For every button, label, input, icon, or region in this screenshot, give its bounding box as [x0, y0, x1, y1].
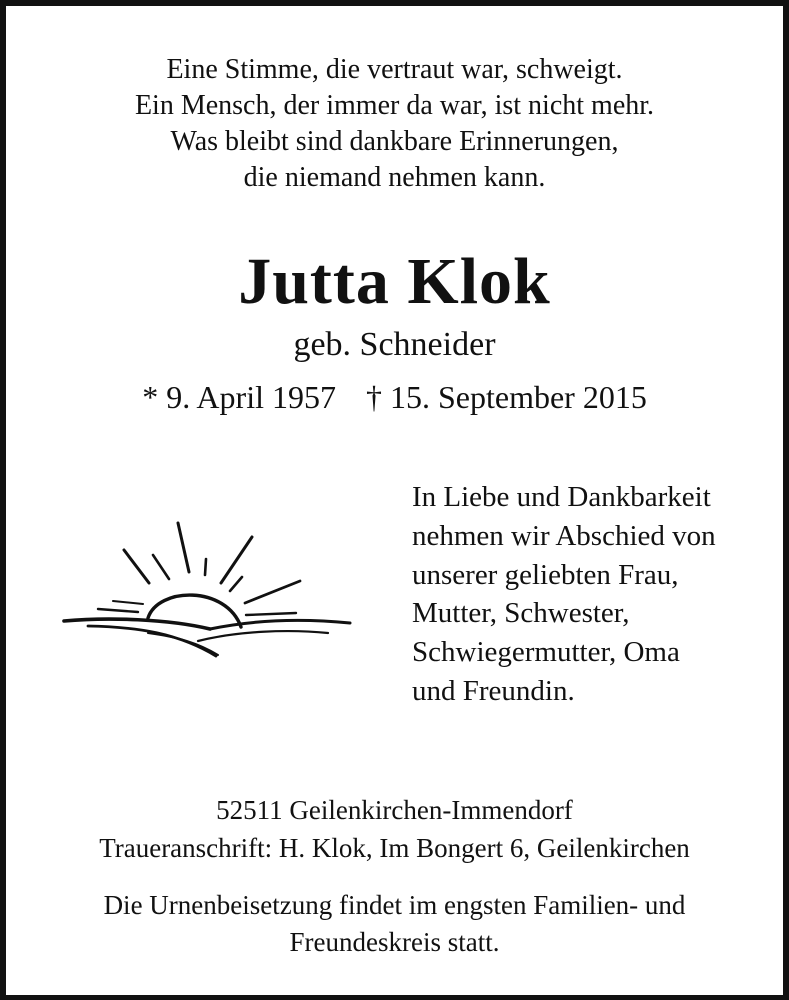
farewell-line: Schwiegermutter, Oma [412, 636, 680, 669]
deceased-name: Jutta Klok [238, 245, 551, 318]
mourning-address: Traueranschrift: H. Klok, Im Bongert 6, Geilenkirchen [99, 833, 690, 863]
verse-line: die niemand nehmen kann. [243, 162, 546, 193]
verse [0, 52, 789, 196]
birth-date: * 9. April 1957 [142, 379, 336, 415]
farewell-line: und Freundin. [412, 674, 575, 707]
burial-notice [0, 887, 789, 961]
farewell-line: In Liebe und Dankbarkeit [412, 481, 711, 513]
life-dates [0, 376, 789, 418]
verse-line: Eine Stimme, die vertraut war, schweigt. [166, 54, 623, 85]
maiden-name: geb. Schneider [293, 326, 496, 363]
farewell-line: nehmen wir Abschied von [412, 519, 716, 552]
sunset-icon [58, 515, 358, 665]
verse-line: Ein Mensch, der immer da war, ist nicht mehr. [134, 90, 655, 121]
verse-line: Was bleibt sind dankbare Erinnerungen, [170, 126, 619, 157]
farewell-text [412, 478, 782, 711]
farewell-line: Mutter, Schwester, [412, 597, 630, 630]
place-line: 52511 Geilenkirchen-Immendorf [216, 795, 573, 825]
death-date: † 15. September 2015 [365, 379, 647, 415]
notice-line: Freundeskreis statt. [289, 927, 500, 957]
notice-line: Die Urnenbeisetzung findet im engsten Familien- und [103, 890, 686, 920]
farewell-line: unserer geliebten Frau, [412, 558, 679, 591]
